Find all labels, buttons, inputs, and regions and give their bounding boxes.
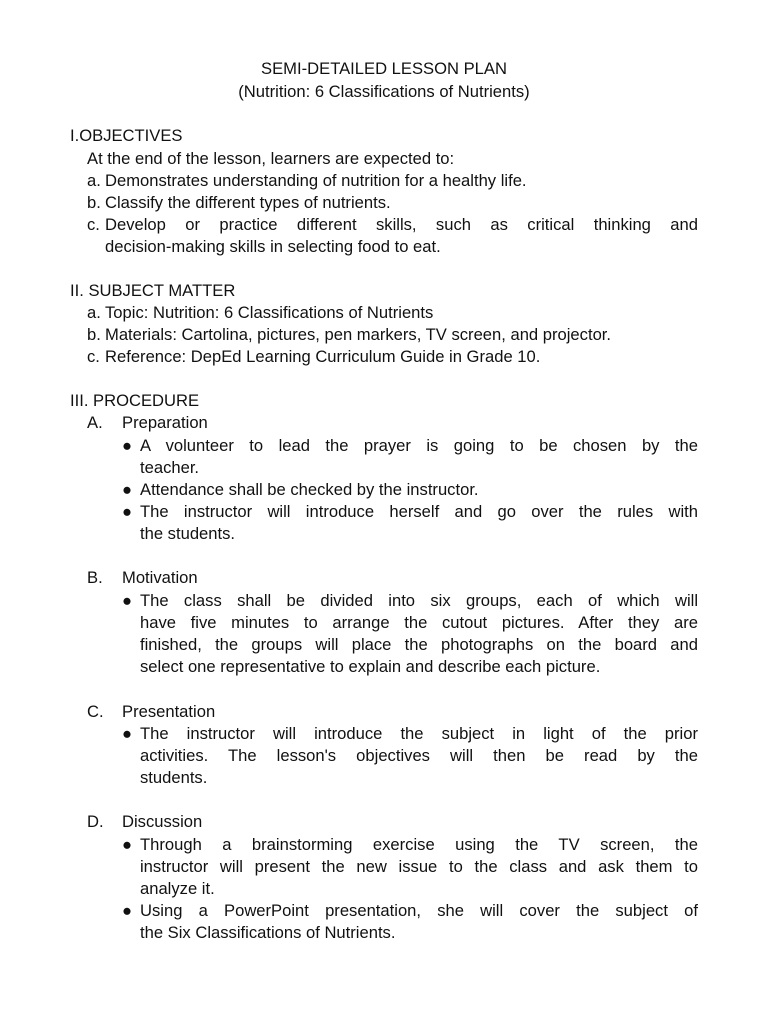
section-marker: C. bbox=[87, 702, 104, 721]
bullet-text-continued: instructor will present the new issue to the class and ask them to bbox=[140, 857, 698, 876]
objective-text: Classify the different types of nutrients. bbox=[105, 193, 391, 212]
bullet-icon: ● bbox=[122, 901, 133, 920]
bullet-icon: ● bbox=[122, 724, 133, 743]
bullet-text: Using a PowerPoint presentation, she will cover the subject of bbox=[140, 901, 698, 920]
bullet-text: A volunteer to lead the prayer is going to be chosen by the bbox=[140, 436, 698, 455]
section-title-presentation: Presentation bbox=[122, 702, 216, 721]
bullet-icon: ● bbox=[122, 480, 133, 499]
bullet-text: Through a brainstorming exercise using the TV screen, the bbox=[140, 835, 698, 854]
bullet-text: Attendance shall be checked by the instructor. bbox=[140, 480, 479, 499]
document-title: SEMI-DETAILED LESSON PLAN bbox=[261, 59, 507, 78]
section-marker: B. bbox=[87, 568, 103, 587]
bullet-icon: ● bbox=[122, 591, 133, 610]
bullet-icon: ● bbox=[122, 835, 133, 854]
section-title-preparation: Preparation bbox=[122, 413, 208, 432]
section-marker: A. bbox=[87, 413, 103, 432]
bullet-text-continued: activities. The lesson's objectives will then be read by the bbox=[140, 746, 698, 765]
objective-text: Demonstrates understanding of nutrition for a healthy life. bbox=[105, 171, 527, 190]
objective-marker: a. bbox=[87, 171, 101, 190]
section-marker: D. bbox=[87, 812, 104, 831]
bullet-text-continued: students. bbox=[140, 768, 208, 787]
bullet-text-continued: teacher. bbox=[140, 458, 200, 477]
bullet-text: The class shall be divided into six groups, each of which will bbox=[140, 591, 698, 610]
objective-marker: c. bbox=[87, 215, 100, 234]
objective-marker: b. bbox=[87, 193, 101, 212]
subject-marker: a. bbox=[87, 303, 101, 322]
objectives-intro: At the end of the lesson, learners are expected to: bbox=[87, 149, 455, 168]
bullet-text: The instructor will introduce the subject in light of the prior bbox=[140, 724, 698, 743]
objective-text-continued: decision-making skills in selecting food to eat. bbox=[105, 237, 441, 256]
subject-topic: Topic: Nutrition: 6 Classifications of Nutrients bbox=[105, 303, 434, 322]
bullet-text-continued: have five minutes to arrange the cutout pictures. After they are bbox=[140, 613, 698, 632]
bullet-text-continued: the Six Classifications of Nutrients. bbox=[140, 923, 396, 942]
objective-text: Develop or practice different skills, such as critical thinking and bbox=[105, 215, 698, 234]
bullet-text-continued: select one representative to explain and describe each picture. bbox=[140, 657, 601, 676]
bullet-text-continued: analyze it. bbox=[140, 879, 215, 898]
bullet-icon: ● bbox=[122, 436, 133, 455]
procedure-heading: III. PROCEDURE bbox=[70, 391, 200, 410]
bullet-text-continued: the students. bbox=[140, 524, 236, 543]
subject-marker: b. bbox=[87, 325, 101, 344]
bullet-icon: ● bbox=[122, 502, 133, 521]
subject-materials: Materials: Cartolina, pictures, pen markers, TV screen, and projector. bbox=[105, 325, 612, 344]
bullet-text-continued: finished, the groups will place the photographs on the board and bbox=[140, 635, 698, 654]
section-title-motivation: Motivation bbox=[122, 568, 198, 587]
objectives-heading: I.OBJECTIVES bbox=[70, 126, 183, 145]
subject-matter-heading: II. SUBJECT MATTER bbox=[70, 281, 236, 300]
document-subtitle: (Nutrition: 6 Classifications of Nutrients) bbox=[238, 82, 530, 101]
subject-reference: Reference: DepEd Learning Curriculum Guide in Grade 10. bbox=[105, 347, 541, 366]
section-title-discussion: Discussion bbox=[122, 812, 203, 831]
bullet-text: The instructor will introduce herself and go over the rules with bbox=[140, 502, 698, 521]
subject-marker: c. bbox=[87, 347, 100, 366]
